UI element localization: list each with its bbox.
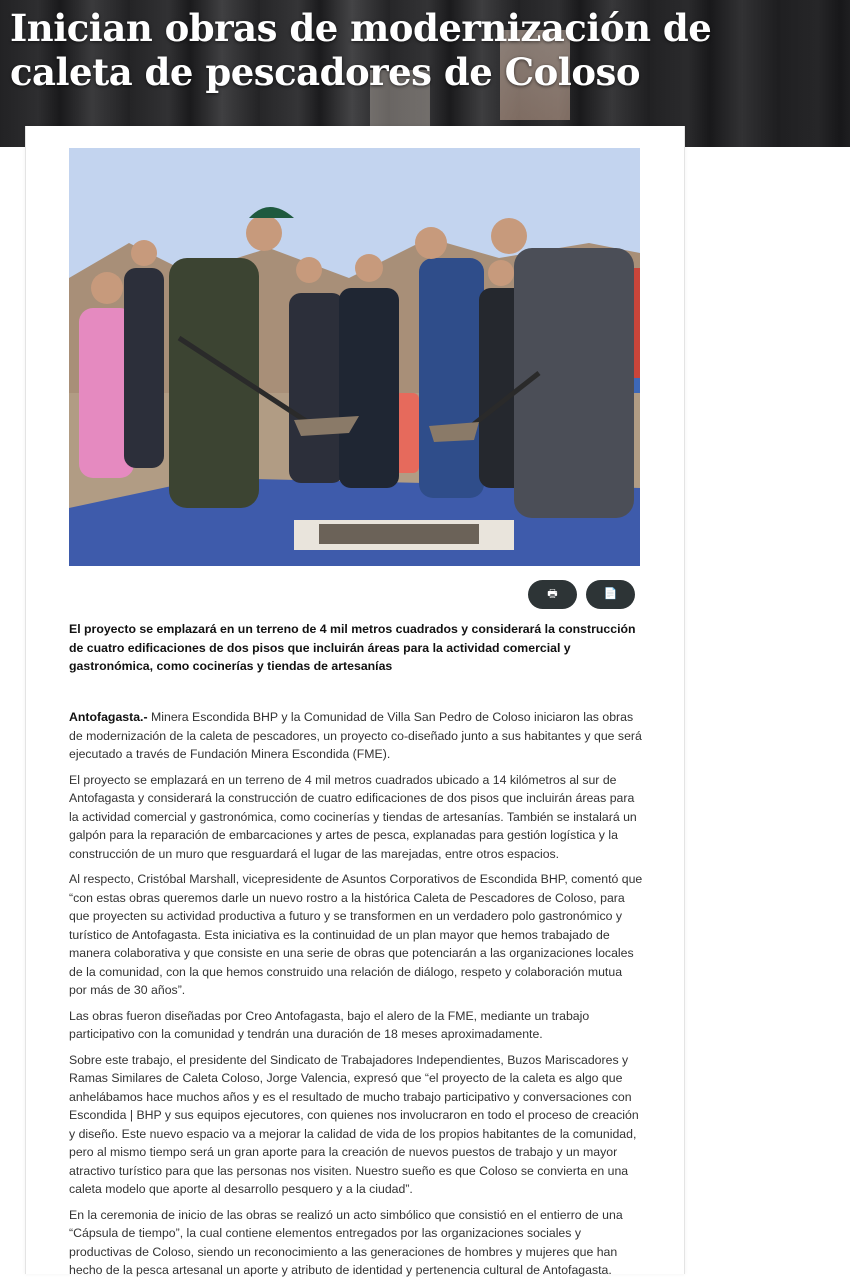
hero-banner [0,0,850,147]
article-paragraph: En la ceremonia de inicio de las obras se realizó un acto simbólico que consistió en el entierro de una “Cápsula de tiempo”, la cual contiene elementos entregados por las organizaciones sociales y productivas de Coloso, siendo un reconocimiento a las generaciones de hombres y mujeres que han hecho de la pesca artesanal un aporte y atributo de identidad y pertenencia cultural de Antofagasta. [69,1207,623,1277]
pdf-button[interactable] [586,580,635,609]
article-paragraph: Al respecto, Cristóbal Marshall, vicepresidente de Asuntos Corporativos de Escondida BHP, comentó que “con estas obras queremos darle un nuevo rostro a la histórica Caleta de Pescadores de Coloso, para que proyecten su actividad productiva a futuro y se transformen en un verdadero polo gastronómico y turístico de Antofagasta. Esta iniciativa es la continuidad de un plan mayor que hemos trabajado de manera colaborativa y que consiste en una serie de obras que potenciarán a las organizaciones locales de la comunidad, con la que hemos construido una relación de diálogo, respeto y colaboración mutua por más de 30 años”. [69,872,643,997]
article-paragraph [69,708,643,764]
article-lead: El proyecto se emplazará en un terreno de 4 mil metros cuadrados y considerará la construcción de cuatro edificaciones de dos pisos que incluirán áreas para la actividad comercial y gastronómica, como cocinerías y tiendas de artesanías [69,622,636,673]
article-actions [528,580,635,609]
pdf-icon: 📄 [603,588,618,600]
article-paragraph: Sobre este trabajo, el presidente del Sindicato de Trabajadores Independientes, Buzos Mariscadores y Ramas Similares de Caleta Coloso, Jorge Valencia, expresó que “el proyecto de la caleta es algo que anhelábamos hace muchos años y es el resultado de mucho trabajo participativo y conversaciones con Escondida | BHP y sus equipos ejecutores, con quienes nos involucraron en todo el proceso de creación y diseño. Este nuevo espacio va a mejorar la calidad de vida de los propios habitantes de la comunidad, pero al mismo tiempo será un gran aporte para la creación de nuevos puestos de trabajo y un mayor atractivo turístico para que las personas nos visiten. Nuestro sueño es que Coloso se convierta en una caleta modelo que aporte al desarrollo pesquero y a la ciudad”. [69,1052,639,1196]
print-button[interactable] [528,580,577,609]
paragraph-text: Minera Escondida BHP y la Comunidad de Villa San Pedro de Coloso iniciaron las obras de modernización de la caleta de pescadores, un proyecto co-diseñado junto a sus habitantes y que será ejecutado a través de Fundación Minera Escondida (FME). [69,710,642,761]
article-title: Inician obras de modernización de caleta de pescadores de Coloso [10,6,712,94]
article-dateline: Antofagasta.- [69,710,148,724]
article-paragraph: Las obras fueron diseñadas por Creo Antofagasta, bajo el alero de la FME, mediante un trabajo participativo con la comunidad y tendrán una duración de 18 meses aproximadamente. [69,1008,590,1041]
article-photo [69,148,640,566]
article-photo-illustration [69,148,640,566]
article-card [25,126,685,1277]
article-paragraph: El proyecto se emplazará en un terreno de 4 mil metros cuadrados ubicado a 14 kilómetros al sur de Antofagasta y considerará la construcción de cuatro edificaciones de dos pisos que incluirán áreas para la actividad comercial y gastronómica, como cocinerías y tiendas de artesanías. También se instalará un galpón para la reparación de embarcaciones y artes de pesca, explanadas para gestión logística y la construcción de un muro que resguardará el lugar de las marejadas, entre otros espacios. [69,772,637,861]
print-icon: 🖶 [547,588,558,600]
article-body [69,708,643,1287]
